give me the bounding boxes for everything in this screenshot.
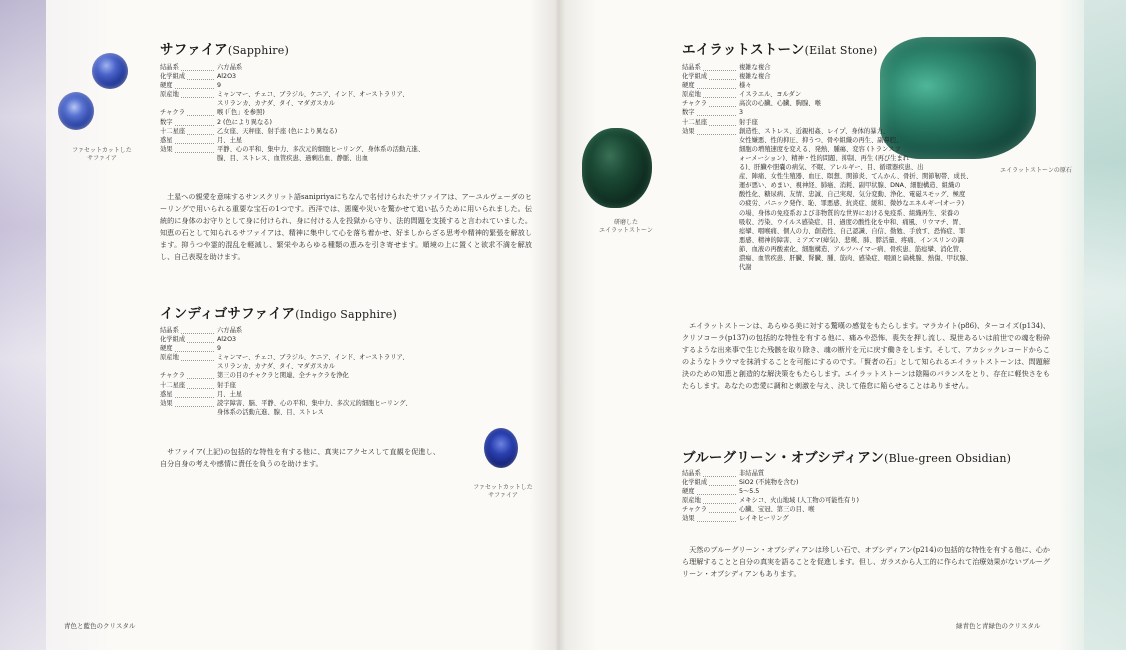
property-row (682, 469, 1012, 478)
property-row (682, 118, 982, 127)
property-label: 原産地 (160, 91, 179, 99)
property-value: 月、土星 (217, 390, 243, 398)
property-label: 化学組成 (682, 73, 708, 81)
property-value: ミャンマー、チェコ、ブラジル、ケニア、インド、オーストラリア、 スリランカ、カナダ、タイ、マダガスカル (217, 354, 409, 371)
property-row (160, 118, 540, 127)
left-page (46, 0, 558, 650)
property-value: 月、土星 (217, 136, 243, 144)
property-value: 5〜5.5 (739, 488, 760, 496)
polished-eilat-caption: 研磨した エイラットストーン (599, 219, 653, 234)
property-label: 効果 (160, 145, 173, 153)
property-value: Al2O3 (217, 336, 237, 344)
property-row (160, 381, 540, 390)
sapphire-caption: ファセットカットした サファイア (72, 147, 132, 162)
property-value: 非結晶質 (739, 470, 765, 477)
blue-green-obsidian-body-text: 天然のブルーグリーン・オブシディアンは珍しい石で、オブシディアン(p214)の包括的な特性を有する他に、心から理解することと自分の真実を語ることを促進します。但し、ガラスから人工的に作られて治療効果がないブルーグリーン・オブシディアンもあります。 (682, 545, 1050, 579)
property-label: 十二星座 (160, 127, 186, 135)
property-value: 心臓、宝冠、第三の目、喉 (739, 506, 815, 514)
right-page (568, 0, 1084, 650)
property-label: 原産地 (682, 497, 701, 505)
indigo-sapphire-properties (160, 326, 540, 417)
property-row (160, 344, 540, 353)
indigo-sapphire-gem-image (484, 428, 518, 468)
property-value: 9 (217, 345, 222, 353)
eilat-stone-rough-caption: エイラットストーンの原石 (1000, 167, 1072, 174)
property-value: 3 (739, 109, 744, 117)
property-row (160, 353, 540, 371)
right-page-edge-image (1084, 0, 1126, 650)
property-label: 効果 (160, 399, 173, 407)
property-value: 射手座 (739, 118, 758, 126)
sapphire-gem-image-2 (58, 92, 94, 130)
property-row (160, 127, 540, 136)
property-value: 喉 (「色」を参照) (217, 109, 265, 117)
sapphire-title: サファイア(Sapphire) (160, 42, 289, 58)
property-row (160, 390, 540, 399)
left-page-edge-image (0, 0, 46, 650)
property-row (160, 399, 540, 417)
property-value: 様々 (739, 82, 752, 90)
blue-green-obsidian-title: ブルーグリーン・オブシディアン(Blue-green Obsidian) (682, 450, 1012, 466)
property-row (682, 505, 1012, 514)
property-label: 効果 (682, 515, 695, 523)
property-value: ミャンマー、チェコ、ブラジル、ケニア、インド、オーストラリア、 スリランカ、カナダ、タイ、マダガスカル (217, 91, 409, 108)
property-row (682, 127, 982, 273)
property-label: 硬度 (682, 488, 695, 496)
property-label: 結晶系 (160, 327, 179, 334)
indigo-sapphire-title: インディゴサファイア(Indigo Sapphire) (160, 306, 397, 322)
sapphire-gem-image (92, 53, 128, 89)
sapphire-properties (160, 63, 540, 163)
property-label: チャクラ (682, 100, 707, 108)
property-label: チャクラ (682, 506, 707, 514)
eilat-stone-title: エイラットストーン(Eilat Stone) (682, 42, 878, 58)
property-row (160, 81, 540, 90)
property-row (682, 90, 982, 99)
property-value: 高次の心臓、心臓、胸腺、喉 (739, 100, 821, 108)
property-value: 読字障害、脳、平静、心の平和、集中力、多次元的細胞ヒーリング、 身体系の活動亢進、腺、目、ストレス (217, 399, 412, 416)
property-label: 惑星 (160, 390, 173, 398)
property-label: 結晶系 (682, 470, 701, 477)
property-value: 六方晶系 (217, 64, 243, 71)
property-value: 9 (217, 82, 222, 90)
property-label: 硬度 (160, 345, 173, 353)
property-label: 十二星座 (160, 381, 186, 389)
eilat-stone-body-text: エイラットストーンは、あらゆる美に対する驚嘆の感覚をもたらします。マラカイト(p86)、ターコイズ(p134)、クリソコーラ(p137)の包括的な特性を有する他に、痛みや恐怖、喪失を押し流し、現世あるいは前世での魂を粉砕するような出来事で生じた残骸を取り除き、魂の断片を元に戻す働きをします。そして、アカシックレコードからこのようなトラウマを抹消することを可能にするのです。「賢者の石」として知られるエイラットストーンは、問題解決のための知恵と創造的な解決策をもたらします。エイラットストーンは陰陽のバランスをとり、存在に軽快さをもたらします。あなたの恋愛に調和と刺激を与え、決して倦怠に陥らせることはありません。 (682, 321, 1050, 391)
property-label: 原産地 (160, 354, 179, 362)
eilat-stone-properties (682, 63, 982, 272)
property-value: 六方晶系 (217, 327, 243, 334)
property-label: 化学組成 (682, 479, 708, 487)
property-label: 惑星 (160, 136, 173, 144)
property-value: 創造性、ストレス、近親相姦、レイプ、身体的暴力、 女性嫌悪、性的抑圧、抑うつ、骨や組織の再生、副鼻腔、 細胞の増殖速度を変える、発熱、腫瘍、変容 (トランスフ ォーメーション)、精神・性的問題、抑制、再生 (再び生まれ る)、肝臓や胆嚢の病気、不眠、アレルギー、目、循環器疾患、出 産、陣痛、女性生殖器、血圧、瞑想、関節炎、てんかん、骨折、関節靭帯、成長、 運が悪い、めまい、視神経、肺癌、消耗、副甲状腺、DNA、細胞構造、組織の 酸性化、糖尿病、友情、忠誠、自己実現、気分変動、浄化、電磁スモッグ、極度 の疲労、パニック発作、恥、罪悪感、抗炎症、緩和、微妙なエネルギー(オーラ) の場、身体の免疫系および非物質的な世界における免疫系、組織再生、栄養の 吸収、汚染、ウイルス感染症、目、過度の酸性化を中和、痛風、リウマチ、胃、 痙攣、咽喉痛、個人の力、創造性、自己認識、自信、勤勉、手放す、恐怖症、罪 悪感、精神的障害、ミアズマ(瘴気)、悲嘆、肺、膵活量、疼痛、インスリンの調 節、血液の再酸素化、細胞構造、アルツハイマー病、骨疾患、筋痙攣、消化管、 潰瘍、血管疾患、肝臓、腎臓、腫、筋肉、感染症、咽頭と扁桃腺、熱傷、甲状腺、 代謝 (739, 127, 973, 272)
property-row (682, 487, 1012, 496)
property-row (682, 63, 982, 72)
property-row (682, 108, 982, 117)
property-row (160, 63, 540, 72)
blue-green-obsidian-properties (682, 469, 1012, 524)
property-row (682, 72, 982, 81)
right-footer: 緑青色と青緑色のクリスタル (956, 622, 1041, 630)
property-label: 効果 (682, 127, 695, 135)
property-row (682, 496, 1012, 505)
property-value: 複雑な複合 (739, 73, 771, 81)
property-row (160, 145, 540, 163)
property-row (682, 81, 982, 90)
property-row (160, 335, 540, 344)
property-row (160, 326, 540, 335)
property-label: 結晶系 (160, 64, 179, 71)
property-row (160, 72, 540, 81)
property-label: チャクラ (160, 372, 185, 380)
property-row (160, 108, 540, 117)
property-label: 化学組成 (160, 336, 186, 344)
property-label: 原産地 (682, 91, 701, 99)
property-value: Al2O3 (217, 73, 237, 81)
property-label: 硬度 (682, 82, 695, 90)
property-value: SiO2 (不純物を含む) (739, 479, 799, 487)
property-label: 硬度 (160, 82, 173, 90)
property-label: 数字 (682, 109, 695, 117)
polished-eilat-stone-image (582, 128, 652, 208)
property-row (160, 90, 540, 108)
property-row (682, 478, 1012, 487)
indigo-sapphire-caption: ファセットカットした サファイア (473, 484, 533, 499)
property-row (160, 136, 540, 145)
property-label: チャクラ (160, 109, 185, 117)
property-value: 第三の目のチャクラと関連、全チャクラを浄化 (217, 372, 349, 380)
property-row (682, 99, 982, 108)
property-value: 乙女座、天秤座、射手座 (色により異なる) (217, 127, 338, 135)
property-row (160, 371, 540, 380)
property-value: レイキヒーリング (739, 515, 789, 523)
property-value: イスラエル、ヨルダン (739, 91, 802, 99)
property-label: 数字 (160, 118, 173, 126)
left-footer: 青色と藍色のクリスタル (64, 622, 136, 630)
indigo-sapphire-body-text: サファイア(上記)の包括的な特性を有する他に、真実にアクセスして直観を促進し、自分自身の考えや感情に責任を負うのを助けます。 (160, 447, 440, 469)
sapphire-body-text: 土星への親愛を意味するサンスクリット語sanipriyaにちなんで名付けられたサファイアは、アーユルヴェーダのヒーリングで用いられる重要な宝石の1つです。西洋では、悪魔や災いを驚かせて追い払うために用いられました。伝統的に身体のお守りとして身に付けられ、身に付ける人を投獄から守り、法的問題を支援すると言われていました。知恵の石として知られるサファイアは、精神に集中して心を落ち着かせ、好ましからざる思考や精神的緊張を解放します。抑うつや霊的混乱を軽減し、繁栄やあらゆる種類の恵みを引き寄せます。順境の上に置くと欲求不満を解放し、自己表現を助けます。 (160, 192, 532, 262)
property-row (682, 514, 1012, 523)
property-label: 十二星座 (682, 118, 708, 126)
property-label: 結晶系 (682, 64, 701, 71)
property-value: 平静、心の平和、集中力、多次元的細胞ヒーリング、身体系の活動亢進、 腺、目、ストレス、血管疾患、過剰出血、静脈、出血 (217, 145, 425, 162)
property-label: 化学組成 (160, 73, 186, 81)
property-value: メキシコ、火山地域 (人工物の可能性有り) (739, 497, 859, 505)
property-value: 2 (色により異なる) (217, 118, 272, 126)
property-value: 射手座 (217, 381, 236, 389)
property-value: 複雑な複合 (739, 64, 771, 71)
